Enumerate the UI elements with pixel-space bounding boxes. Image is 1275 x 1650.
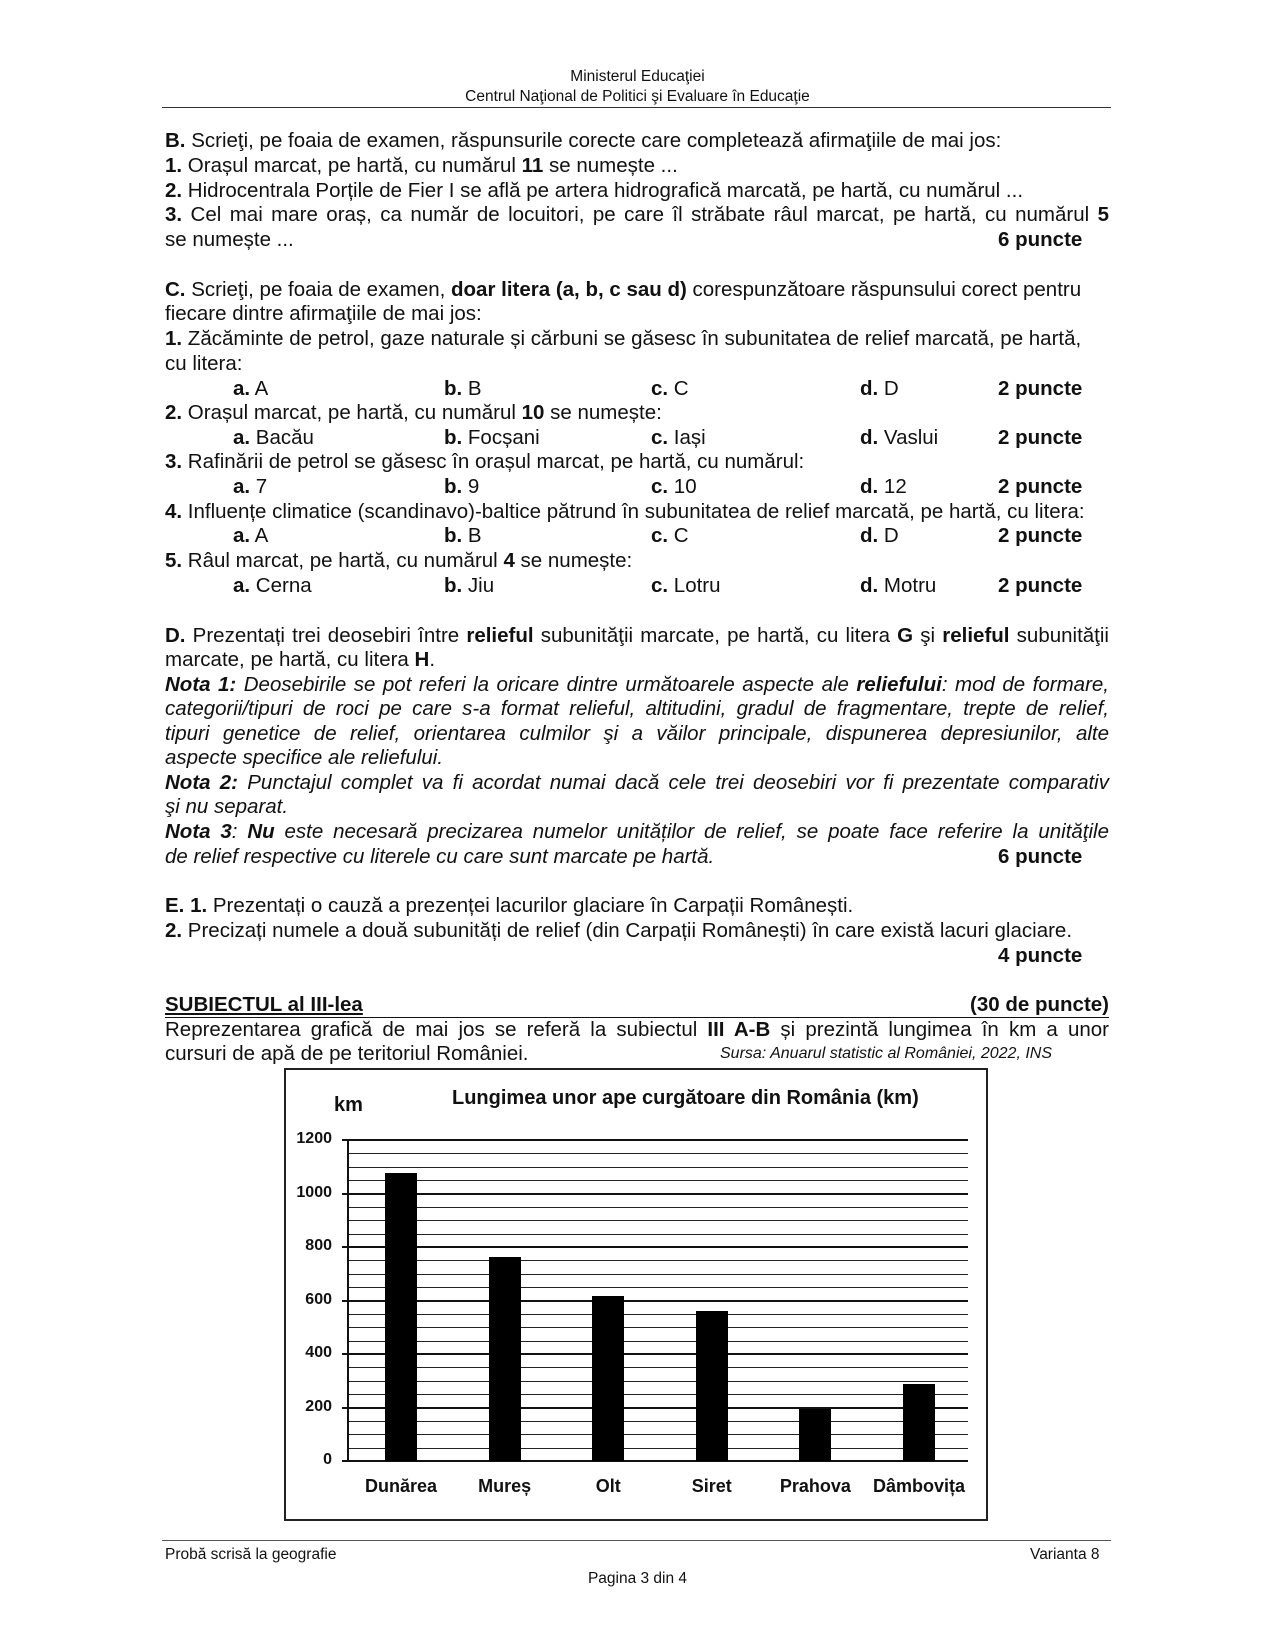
option-value: 12 (878, 475, 907, 498)
option-value: Motru (878, 574, 937, 597)
section-c-intro-cont: fiecare dintre afirmaţiile de mai jos: (165, 302, 482, 325)
minor-gridline (348, 1153, 968, 1154)
question-number: 5. (165, 549, 183, 572)
section-text: Scrieţi, pe foaia de examen, (185, 278, 452, 301)
question-number: 2. (165, 919, 183, 942)
x-category-label: Siret (691, 1476, 732, 1496)
y-tick-label: 400 (305, 1344, 332, 1361)
option-a (233, 574, 312, 598)
option-value: A (250, 524, 269, 547)
major-gridline (348, 1246, 968, 1248)
option-d (860, 574, 936, 598)
minor-gridline (348, 1220, 968, 1221)
option-a (233, 377, 268, 401)
option-c (651, 574, 721, 598)
minor-gridline (348, 1180, 968, 1181)
option-letter: d. (860, 574, 879, 597)
section-b-item-2 (165, 179, 1023, 203)
minor-gridline (348, 1274, 968, 1275)
section-text: subunităţii marcate, pe hartă, cu litera (533, 624, 898, 647)
subject-3-points: (30 de puncte) (970, 993, 1109, 1016)
question-text: Influențe climatice (scandinavo)-baltice pătrund în subunitatea de relief marcată, pe hartă, cu litera: (182, 500, 1085, 523)
option-letter: a. (233, 574, 251, 597)
question-text: se numește: (514, 549, 633, 572)
nota-text: : mod de formare, (941, 673, 1109, 696)
major-gridline (348, 1139, 968, 1141)
option-letter: b. (444, 377, 463, 400)
section-text: Reprezentarea grafică de mai jos se referă la subiectul (165, 1018, 708, 1041)
source-note: Sursa: Anuarul statistic al României, 2022, INS (720, 1045, 1053, 1062)
nota-text: Deosebirile se pot referi la oricare dintre următoarele aspecte ale (236, 673, 857, 696)
section-label: E. 1. (165, 894, 208, 917)
chart-y-unit: km (334, 1094, 363, 1116)
section-b-item-3 (165, 203, 1109, 227)
option-letter: c. (651, 377, 669, 400)
nota-text: : (231, 820, 248, 843)
option-letter: b. (444, 475, 463, 498)
points-label: 2 puncte (998, 574, 1083, 597)
bar-5 (903, 1384, 935, 1461)
y-tick-label: 1200 (296, 1130, 332, 1147)
option-value: D (878, 524, 899, 547)
section-text: și prezintă lungimea în km a unor (770, 1018, 1109, 1041)
nota-text: Punctajul complet va fi acordat numai dacă cele trei deosebiri vor fi prezentate comparativ (238, 771, 1109, 794)
minor-gridline (348, 1234, 968, 1235)
major-gridline (348, 1353, 968, 1355)
minor-gridline (348, 1260, 968, 1261)
points-label: 2 puncte (998, 426, 1083, 449)
section-text: corespunzătoare răspunsului corect pentru (686, 278, 1082, 301)
x-category-label: Dâmbovița (872, 1476, 966, 1496)
question-number: 3. (165, 450, 183, 473)
item-number: 3. (165, 203, 183, 226)
section-label: B. (165, 129, 186, 152)
item-text: se numește ... (543, 154, 678, 177)
option-c (651, 524, 689, 548)
section-e-q2 (165, 919, 1072, 943)
subject-3-intro-cont: cursuri de apă de pe teritoriul României. (165, 1042, 529, 1065)
chart-title: Lungimea unor ape curgătoare din România (km) (452, 1087, 919, 1109)
question-number: 4. (165, 500, 183, 523)
subject-3-title: SUBIECTUL al III-lea (165, 993, 363, 1016)
bar-3 (696, 1311, 728, 1461)
question-text: Zăcăminte de petrol, gaze naturale și cărbuni se găsesc în subunitatea de relief marcată, pe hartă, (182, 327, 1082, 350)
minor-gridline (348, 1367, 968, 1368)
bar-0 (385, 1173, 417, 1461)
question-1 (165, 327, 1081, 351)
section-text: Precizați numele a două subunități de relief (din Carpații Românești) în care există lacuri glaciare. (182, 919, 1073, 942)
points-label: 2 puncte (998, 475, 1083, 498)
option-a (233, 524, 268, 548)
item-text: Orașul marcat, pe hartă, cu numărul (182, 154, 522, 177)
y-tick-label: 0 (323, 1451, 332, 1468)
y-tick-mark (342, 1193, 349, 1195)
option-letter: c. (651, 475, 669, 498)
minor-gridline (348, 1434, 968, 1435)
section-text: . (429, 648, 436, 671)
section-bold: III A-B (707, 1018, 771, 1041)
option-c (651, 475, 697, 499)
header-ministry: Ministerul Educaţiei (570, 68, 705, 85)
nota-2 (165, 771, 1109, 795)
y-tick-label: 800 (305, 1237, 332, 1254)
minor-gridline (348, 1327, 968, 1328)
nota-1-line-3: tipuri genetice de relief, orientarea culmilor şi a văilor principale, dispunerea depresiunilor, alte (165, 722, 1109, 745)
nota-1-line-2: categorii/tipuri de roci pe care s-a format relieful, altitudini, gradul de fragmentare, trepte de relief, (165, 697, 1109, 720)
x-category-label: Mureș (478, 1476, 532, 1496)
section-text: Prezentați o cauză a prezenței lacurilor glaciare în Carpații Românești. (207, 894, 854, 917)
option-b (444, 475, 479, 499)
section-d-intro-cont (165, 648, 435, 672)
section-c-intro (165, 278, 1081, 302)
y-tick-mark (342, 1460, 349, 1462)
section-bold: doar litera (a, b, c sau d) (451, 278, 687, 301)
points-label: 6 puncte (998, 845, 1083, 868)
option-letter: d. (860, 524, 879, 547)
option-b (444, 426, 540, 450)
option-value: D (878, 377, 899, 400)
minor-gridline (348, 1207, 968, 1208)
minor-gridline (348, 1394, 968, 1395)
section-b-item-1 (165, 154, 678, 178)
option-d (860, 524, 899, 548)
header-center: Centrul Naţional de Politici şi Evaluare în Educaţie (465, 88, 810, 105)
section-text: Scrieţi, pe foaia de examen, răspunsurile corecte care completează afirmaţiile de mai jos: (185, 129, 1002, 152)
footer-right: Varianta 8 (1030, 1546, 1100, 1563)
option-letter: d. (860, 377, 879, 400)
question-5 (165, 549, 632, 573)
question-number: 2. (165, 401, 183, 424)
header-rule (162, 107, 1111, 108)
section-e-q1 (165, 894, 853, 918)
option-value: A (250, 377, 269, 400)
major-gridline (348, 1460, 968, 1462)
x-category-label: Dunărea (364, 1476, 438, 1496)
option-letter: b. (444, 574, 463, 597)
points-label: 4 puncte (998, 944, 1083, 967)
option-letter: c. (651, 426, 669, 449)
item-text: Hidrocentrala Porțile de Fier I se află pe artera hidrografică marcată, pe hartă, cu numărul ... (182, 179, 1024, 202)
question-text: Rafinării de petrol se găsesc în orașul marcat, pe hartă, cu numărul: (182, 450, 805, 473)
y-tick-mark (342, 1139, 349, 1141)
question-text: se numește: (544, 401, 662, 424)
minor-gridline (348, 1421, 968, 1422)
option-c (651, 426, 706, 450)
y-tick-label: 1000 (296, 1183, 332, 1201)
item-number: 2. (165, 179, 183, 202)
bar-2 (592, 1296, 624, 1461)
option-letter: a. (233, 475, 251, 498)
option-d (860, 377, 899, 401)
option-d (860, 475, 907, 499)
section-label: C. (165, 278, 186, 301)
y-tick-mark (342, 1353, 349, 1355)
item-text: Cel mai mare oraș, ca număr de locuitori, pe care îl străbate râul marcat, pe hartă, cu numărul (182, 203, 1098, 226)
option-c (651, 377, 689, 401)
x-category-label: Olt (595, 1476, 621, 1496)
option-b (444, 574, 494, 598)
option-b (444, 377, 482, 401)
option-d (860, 426, 938, 450)
option-value: Bacău (250, 426, 314, 449)
option-letter: a. (233, 524, 251, 547)
points-label: 2 puncte (998, 377, 1083, 400)
question-1-cont: cu litera: (165, 352, 243, 375)
nota-label: Nota 1: (165, 673, 237, 696)
y-tick-mark (342, 1300, 349, 1302)
option-value: B (462, 524, 482, 547)
option-value: Lotru (668, 574, 721, 597)
question-4 (165, 500, 1085, 524)
option-letter: b. (444, 524, 463, 547)
points-label: 2 puncte (998, 524, 1083, 547)
option-value: 7 (250, 475, 268, 498)
x-category-label: Prahova (779, 1476, 851, 1496)
option-value: Vaslui (878, 426, 939, 449)
nota-1 (165, 673, 1109, 697)
nota-3 (165, 820, 1109, 844)
nota-text: este necesară precizarea numelor unităților de relief, se poate face referire la unităţile (274, 820, 1109, 843)
minor-gridline (348, 1381, 968, 1382)
minor-gridline (348, 1448, 968, 1449)
option-value: Focșani (462, 426, 540, 449)
option-letter: c. (651, 524, 669, 547)
item-number: 1. (165, 154, 183, 177)
nota-bold: reliefului (856, 673, 942, 696)
nota-bold: Nu (247, 820, 275, 843)
option-value: C (668, 524, 689, 547)
nota-1-line-4: aspecte specifice ale reliefului. (165, 746, 444, 769)
option-value: B (462, 377, 482, 400)
section-label: D. (165, 624, 186, 647)
option-value: 9 (462, 475, 480, 498)
section-b-intro (165, 129, 1001, 153)
y-tick-label: 200 (305, 1397, 332, 1415)
minor-gridline (348, 1167, 968, 1168)
option-letter: a. (233, 426, 251, 449)
question-text: Orașul marcat, pe hartă, cu numărul (182, 401, 522, 424)
section-bold: relieful (466, 624, 534, 647)
option-letter: d. (860, 475, 879, 498)
option-letter: d. (860, 426, 879, 449)
y-tick-mark (342, 1246, 349, 1248)
subject-3-heading (165, 993, 1109, 1018)
option-letter: a. (233, 377, 251, 400)
item-bold: 11 (521, 154, 544, 177)
option-value: 10 (668, 475, 697, 498)
footer-page: Pagina 3 din 4 (587, 1570, 688, 1587)
section-d-intro (165, 624, 1109, 648)
nota-3-line-2: de relief respective cu literele cu care sunt marcate pe hartă. (165, 845, 715, 868)
minor-gridline (348, 1314, 968, 1315)
major-gridline (348, 1193, 968, 1195)
minor-gridline (348, 1287, 968, 1288)
bar-4 (799, 1409, 831, 1461)
footer-left: Probă scrisă la geografie (165, 1546, 337, 1563)
option-b (444, 524, 482, 548)
option-value: Iași (668, 426, 706, 449)
nota-2-line-2: şi nu separat. (165, 795, 289, 818)
option-letter: b. (444, 426, 463, 449)
option-a (233, 475, 267, 499)
nota-label: Nota 2: (165, 771, 239, 794)
section-bold: G (897, 624, 914, 647)
question-2 (165, 401, 662, 425)
question-number: 1. (165, 327, 183, 350)
section-b-item-3-cont: se numește ... (165, 228, 294, 251)
minor-gridline (348, 1341, 968, 1342)
option-value: Cerna (250, 574, 312, 597)
y-tick-mark (342, 1407, 349, 1409)
section-text: Prezentați trei deosebiri între (185, 624, 467, 647)
points-label: 6 puncte (998, 228, 1083, 251)
subject-3-intro (165, 1018, 1109, 1042)
footer-rule (162, 1540, 1111, 1541)
section-bold: relieful (942, 624, 1010, 647)
major-gridline (348, 1407, 968, 1409)
section-text: şi (913, 624, 943, 647)
nota-label: Nota 3 (165, 820, 232, 843)
section-bold: H (414, 648, 430, 671)
option-a (233, 426, 314, 450)
question-bold: 4 (503, 549, 515, 572)
question-3 (165, 450, 804, 474)
y-tick-label: 600 (305, 1290, 332, 1308)
question-bold: 10 (521, 401, 545, 424)
option-value: C (668, 377, 689, 400)
section-text: marcate, pe hartă, cu litera (165, 648, 415, 671)
question-text: Râul marcat, pe hartă, cu numărul (182, 549, 504, 572)
major-gridline (348, 1300, 968, 1302)
bar-1 (489, 1257, 521, 1461)
section-text: subunităţii (1009, 624, 1109, 647)
option-letter: c. (651, 574, 669, 597)
item-bold: 5 (1097, 203, 1109, 226)
option-value: Jiu (462, 574, 495, 597)
